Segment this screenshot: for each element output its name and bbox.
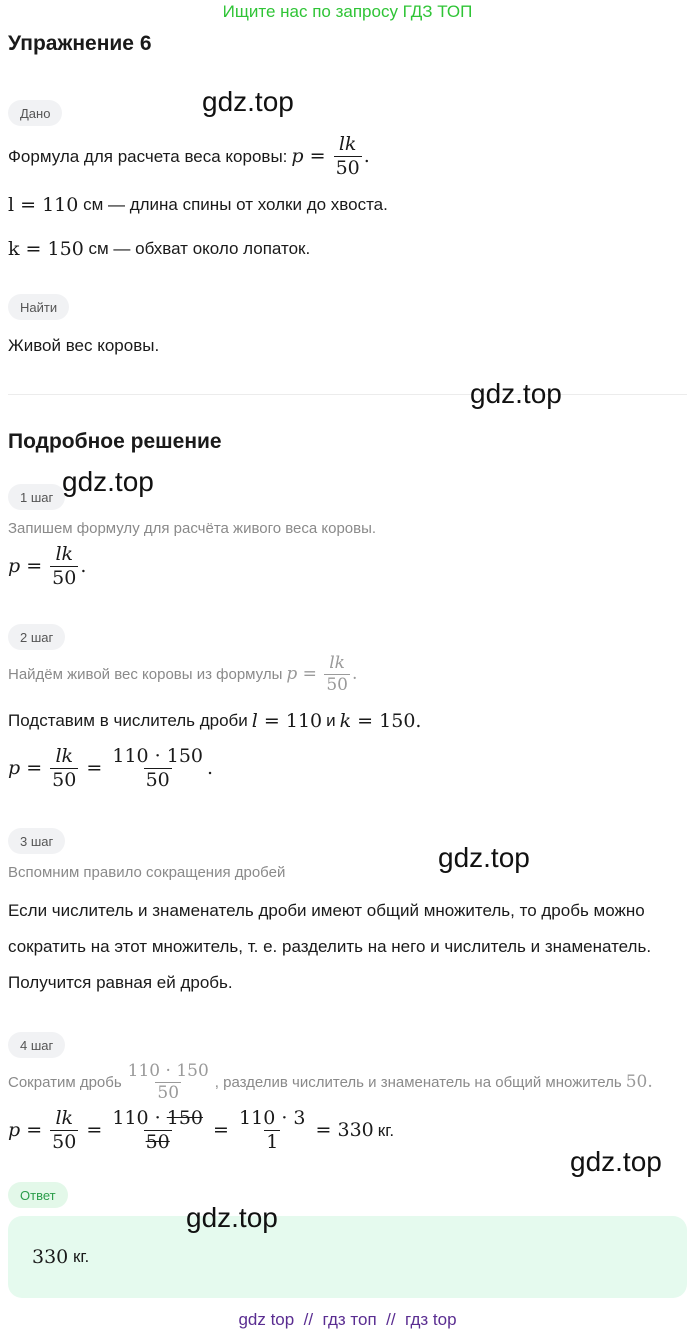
step-2-k-math: k = 150. xyxy=(339,710,422,732)
l-value-line xyxy=(8,194,388,216)
step-4-note-a: Сократим дробь xyxy=(8,1073,122,1091)
step-4-note-b: , разделив числитель и знаменатель на общий множитель xyxy=(214,1073,622,1091)
k-value-text: см — обхват около лопаток. xyxy=(83,239,311,258)
watermark-5: gdz.top xyxy=(570,1146,662,1177)
watermark-4: gdz.top xyxy=(438,842,530,873)
watermark-2: gdz.top xyxy=(470,378,562,409)
step-2-and: и xyxy=(326,711,336,730)
step-2-substitute-line xyxy=(8,710,421,732)
step-2-formula: p = $\frac{lk}{50}$ = $\frac{110 \cdot 150}{50}$ . xyxy=(8,745,214,791)
l-value-math: l = 110 xyxy=(8,194,79,216)
watermark-3: gdz.top xyxy=(62,466,154,497)
k-value-line xyxy=(8,238,310,260)
step-4-note-line xyxy=(8,1062,653,1103)
watermark-6: gdz.top xyxy=(186,1202,278,1233)
step-2-tag: 2 шаг xyxy=(8,624,65,650)
section-divider xyxy=(8,394,687,395)
step-1-formula: p = $\frac{lk}{50}$ . xyxy=(8,543,87,589)
find-text: Живой вес коровы. xyxy=(8,336,160,355)
answer-value: 330 xyxy=(32,1246,69,1268)
step-4-note-fraction: $\frac{110 \cdot 150}{50}$ xyxy=(127,1061,209,1103)
answer-box xyxy=(8,1216,687,1298)
step-3-rule: Если числитель и знаменатель дроби имеют общий множитель, то дробь можно сократить на этот множитель, т. е. разделить на него и числитель и знаменатель. Получится равная ей дробь. xyxy=(8,901,652,992)
step-4-note-factor: 50. xyxy=(625,1072,653,1093)
formula-math: p = $\frac{lk}{50}$ . xyxy=(291,133,370,179)
step-3-note: Вспомним правило сокращения дробей xyxy=(8,864,286,881)
answer-unit: кг. xyxy=(68,1247,90,1266)
formula-intro: Формула для расчета веса коровы: xyxy=(8,146,288,166)
l-value-text: см — длина спины от холки до хвоста. xyxy=(78,195,388,214)
k-value-math: k = 150 xyxy=(8,238,84,260)
answer-tag: Ответ xyxy=(8,1182,68,1208)
footer-links[interactable]: gdz top // гдз топ // гдз top xyxy=(238,1310,457,1329)
step-1-note: Запишем формулу для расчёта живого веса коровы. xyxy=(8,520,377,537)
step-2-text: Подставим в числитель дроби xyxy=(8,711,248,730)
step-2-note-line xyxy=(8,654,357,695)
step-2-note-formula: p = $\frac{lk}{50}$ . xyxy=(286,653,358,695)
step-1-tag: 1 шаг xyxy=(8,484,65,510)
step-2-note: Найдём живой вес коровы из формулы xyxy=(8,665,283,683)
step-4-formula: p = $\frac{lk}{50}$ = $\frac{110 \cdot 150}{50}$ = $\frac{110 \cdot 3}{1}$ = 330 кг. xyxy=(8,1107,395,1153)
solution-title: Подробное решение xyxy=(8,430,222,453)
top-banner: Ищите нас по запросу ГДЗ ТОП xyxy=(222,2,473,21)
step-4-unit: кг. xyxy=(377,1120,395,1140)
step-4-tag: 4 шаг xyxy=(8,1032,65,1058)
find-tag: Найти xyxy=(8,294,69,320)
formula-line xyxy=(8,134,370,180)
step-2-l-math: l = 110 xyxy=(251,710,323,732)
given-tag: Дано xyxy=(8,100,62,126)
watermark-1: gdz.top xyxy=(202,86,294,117)
step-3-tag: 3 шаг xyxy=(8,828,65,854)
page-title: Упражнение 6 xyxy=(8,32,152,55)
